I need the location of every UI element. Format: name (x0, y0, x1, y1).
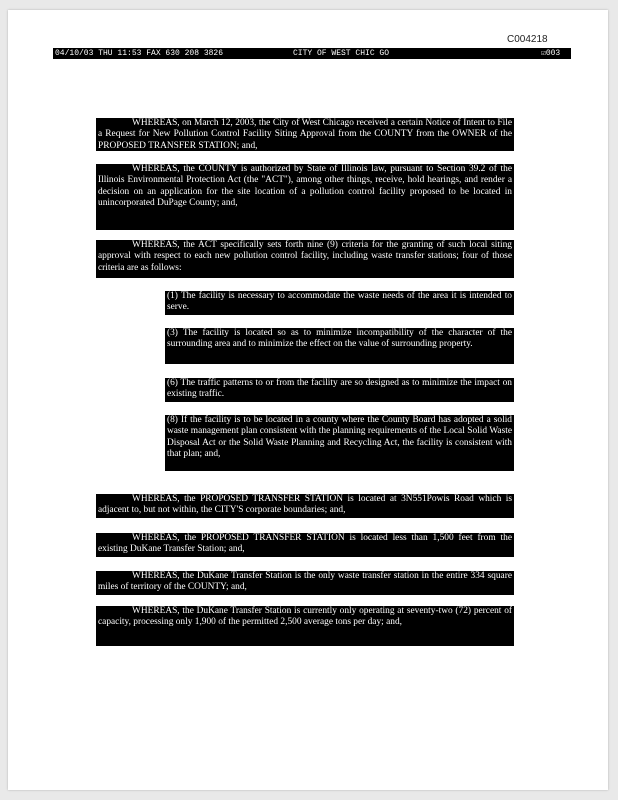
criterion-6-block (165, 378, 514, 402)
criterion-1-block (165, 291, 514, 315)
paragraph: WHEREAS, the DuKane Transfer Station is currently only operating at seventy-two (72) percent of capacity, processing only 1,900 of the permitted 2,500 average tons per day; and, (98, 606, 512, 628)
paragraph: WHEREAS, the DuKane Transfer Station is the only waste transfer station in the entire 334 square miles of territory of the COUNTY; and, (98, 571, 512, 593)
paragraph: WHEREAS, the PROPOSED TRANSFER STATION is located at 3N551Powis Road which is adjacent to, but not within, the CITY'S corporate boundaries; and, (98, 494, 512, 516)
fax-page-number: ☑003 (541, 49, 561, 58)
paragraph: (1) The facility is necessary to accommodate the waste needs of the area it is intended to serve. (167, 291, 512, 313)
whereas-distance-block (96, 533, 514, 557)
whereas-county-block (96, 164, 514, 230)
whereas-notice-block (96, 118, 514, 151)
paragraph: (3) The facility is located so as to minimize incompatibility of the character of the surrounding area and to minimize the effect on the value of surrounding property. (167, 328, 512, 350)
document-page (8, 10, 608, 790)
whereas-act-block (96, 240, 514, 278)
criterion-8-block (165, 415, 514, 471)
paragraph: WHEREAS, the PROPOSED TRANSFER STATION is located less than 1,500 feet from the existing DuKane Transfer Station; and, (98, 533, 512, 555)
whereas-location-block (96, 494, 514, 518)
fax-header-bar (53, 48, 571, 59)
paragraph: (6) The traffic patterns to or from the facility are so designed as to minimize the impact on existing traffic. (167, 378, 512, 400)
paragraph: WHEREAS, the COUNTY is authorized by State of Illinois law, pursuant to Section 39.2 of the Illinois Environmental Protection Act (the "ACT"), among other things, receive, hold hearings, and render a decision on an application for the site location of a pollution control facility proposed to be located in unincorporated DuPage County; and, (98, 164, 512, 208)
whereas-capacity-block (96, 606, 514, 646)
fax-sender-text: CITY OF WEST CHIC GO (293, 49, 390, 58)
whereas-only-station-block (96, 571, 514, 595)
paragraph: (8) If the facility is to be located in a county where the County Board has adopted a solid waste management plan consistent with the planning requirements of the Local Solid Waste Disposal Act or the Solid Waste Planning and Recycling Act, the facility is consistent with that plan; and, (167, 415, 512, 459)
paragraph: WHEREAS, on March 12, 2003, the City of West Chicago received a certain Notice of Intent to File a Request for New Pollution Control Facility Siting Approval from the COUNTY from the OWNER of the PROPOSED TRANSFER STATION; and, (98, 118, 512, 151)
fax-header-text: 04/10/03 THU 11:53 FAX 630 208 3826 (55, 49, 224, 58)
criterion-3-block (165, 328, 514, 364)
bates-number: C004218 (507, 34, 548, 45)
paragraph: WHEREAS, the ACT specifically sets forth nine (9) criteria for the granting of such local siting approval with respect to each new pollution control facility, including waste transfer stations; four of those criteria are as follows: (98, 240, 512, 273)
